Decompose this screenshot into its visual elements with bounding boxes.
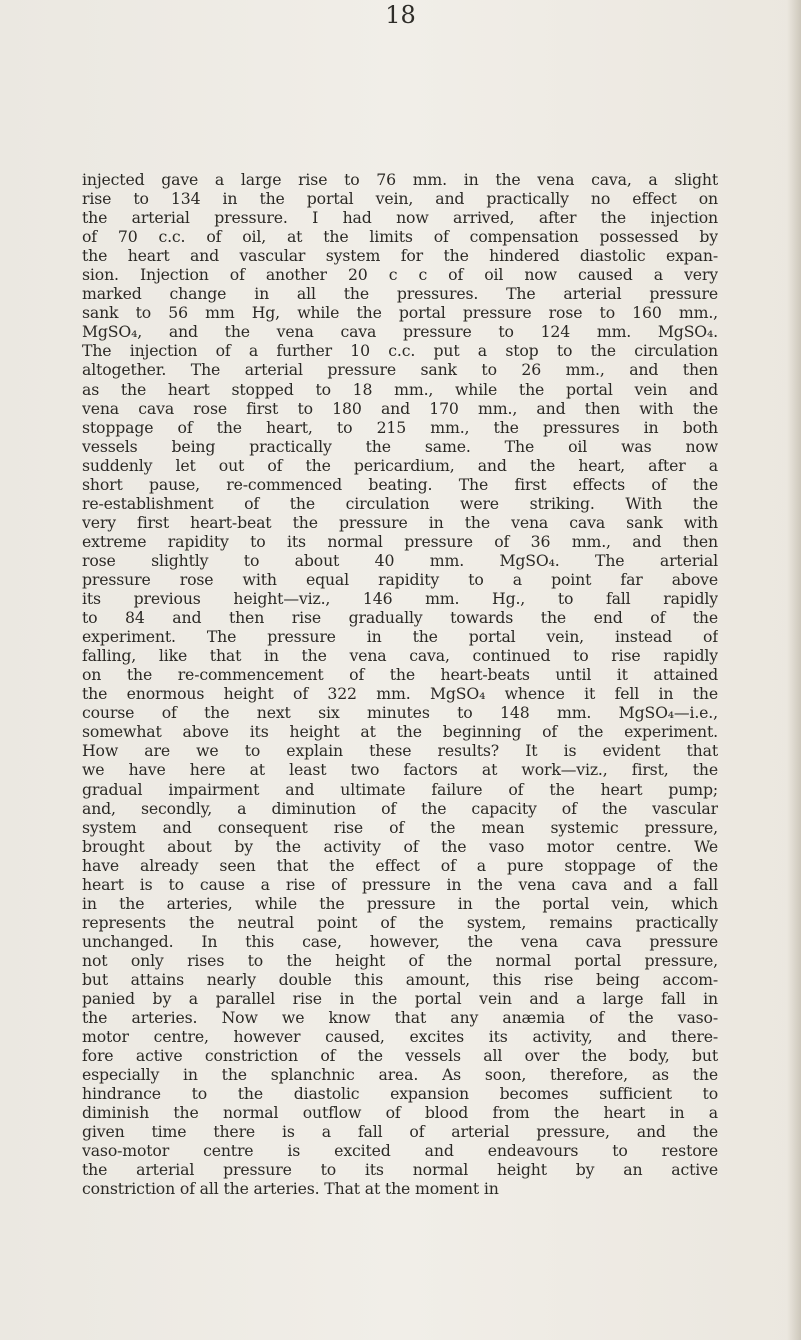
text-line: represents the neutral point of the system, remains practically (82, 912, 718, 932)
text-line: experiment. The pressure in the portal vein, instead of (82, 627, 718, 647)
text-line: extreme rapidity to its normal pressure of 36 mm., and then (82, 531, 718, 551)
text-line: the arteries. Now we know that any anæmia of the vaso- (82, 1008, 718, 1028)
text-line: rise to 134 in the portal vein, and practically no effect on (82, 189, 718, 209)
text-line: in the arteries, while the pressure in the portal vein, which (82, 893, 718, 913)
text-line: hindrance to the diastolic expansion becomes sufficient to (82, 1084, 718, 1104)
text-line: gradual impairment and ultimate failure of the heart pump; (82, 779, 718, 799)
text-line: system and consequent rise of the mean systemic pressure, (82, 817, 718, 837)
text-line: sion. Injection of another 20 c c of oil now caused a very (82, 265, 718, 285)
text-line: altogether. The arterial pressure sank to 26 mm., and then (82, 360, 718, 380)
text-line: we have here at least two factors at work—viz., first, the (82, 760, 718, 780)
text-line: the enormous height of 322 mm. MgSO₄ whence it fell in the (82, 684, 718, 704)
text-line: and, secondly, a diminution of the capacity of the vascular (82, 798, 718, 818)
text-line: of 70 c.c. of oil, at the limits of compensation possessed by (82, 227, 718, 247)
text-line: constriction of all the arteries. That at the moment in (82, 1179, 499, 1199)
text-line: marked change in all the pressures. The arterial pressure (82, 284, 718, 304)
text-line: pressure rose with equal rapidity to a point far above (82, 569, 718, 589)
text-line: injected gave a large rise to 76 mm. in the vena cava, a slight (82, 170, 718, 189)
text-line: heart is to cause a rise of pressure in the vena cava and a fall (82, 874, 718, 894)
text-line: the arterial pressure to its normal height by an active (82, 1160, 718, 1180)
text-line: to 84 and then rise gradually towards the end of the (82, 608, 718, 628)
text-line: not only rises to the height of the normal portal pressure, (82, 950, 718, 970)
text-line: diminish the normal outflow of blood from the heart in a (82, 1103, 718, 1123)
text-line: short pause, re-commenced beating. The first effects of the (82, 474, 718, 494)
body-text (82, 170, 718, 1199)
text-line: have already seen that the effect of a pure stoppage of the (82, 855, 718, 875)
text-line: somewhat above its height at the beginning of the experiment. (82, 722, 718, 742)
text-line: very first heart-beat the pressure in the vena cava sank with (82, 512, 718, 532)
text-line: especially in the splanchnic area. As soon, therefore, as the (82, 1065, 718, 1085)
page-edge-shadow (787, 0, 801, 1340)
text-line: rose slightly to about 40 mm. MgSO₄. The arterial (82, 550, 718, 570)
text-line: MgSO₄, and the vena cava pressure to 124 mm. MgSO₄. (82, 322, 718, 342)
text-line: stoppage of the heart, to 215 mm., the pressures in both (82, 417, 718, 437)
text-line: given time there is a fall of arterial pressure, and the (82, 1122, 718, 1142)
text-line: vena cava rose first to 180 and 170 mm., and then with the (82, 398, 718, 418)
text-line: panied by a parallel rise in the portal vein and a large fall in (82, 989, 718, 1009)
text-line: the heart and vascular system for the hindered diastolic expan- (82, 246, 718, 266)
text-line: its previous height—viz., 146 mm. Hg., to fall rapidly (82, 589, 718, 609)
text-line: but attains nearly double this amount, this rise being accom- (82, 969, 718, 989)
text-line: unchanged. In this case, however, the vena cava pressure (82, 931, 718, 951)
text-line: sank to 56 mm Hg, while the portal pressure rose to 160 mm., (82, 303, 718, 323)
text-line: the arterial pressure. I had now arrived, after the injection (82, 208, 718, 228)
text-line: vaso-motor centre is excited and endeavours to restore (82, 1141, 718, 1161)
text-line: falling, like that in the vena cava, continued to rise rapidly (82, 646, 718, 666)
text-line: re-establishment of the circulation were striking. With the (82, 493, 718, 513)
text-line: motor centre, however caused, excites its activity, and there- (82, 1027, 718, 1047)
text-line: on the re-commencement of the heart-beats until it attained (82, 665, 718, 685)
text-line: fore active constriction of the vessels all over the body, but (82, 1046, 718, 1066)
text-line: as the heart stopped to 18 mm., while the portal vein and (82, 379, 718, 399)
text-line: How are we to explain these results? It is evident that (82, 741, 718, 761)
text-line: course of the next six minutes to 148 mm. MgSO₄—i.e., (82, 703, 718, 723)
text-line: suddenly let out of the pericardium, and the heart, after a (82, 455, 718, 475)
text-line: The injection of a further 10 c.c. put a stop to the circulation (82, 341, 718, 361)
page-number: 18 (385, 1, 416, 29)
text-line: vessels being practically the same. The oil was now (82, 436, 718, 456)
text-line: brought about by the activity of the vaso motor centre. We (82, 836, 718, 856)
